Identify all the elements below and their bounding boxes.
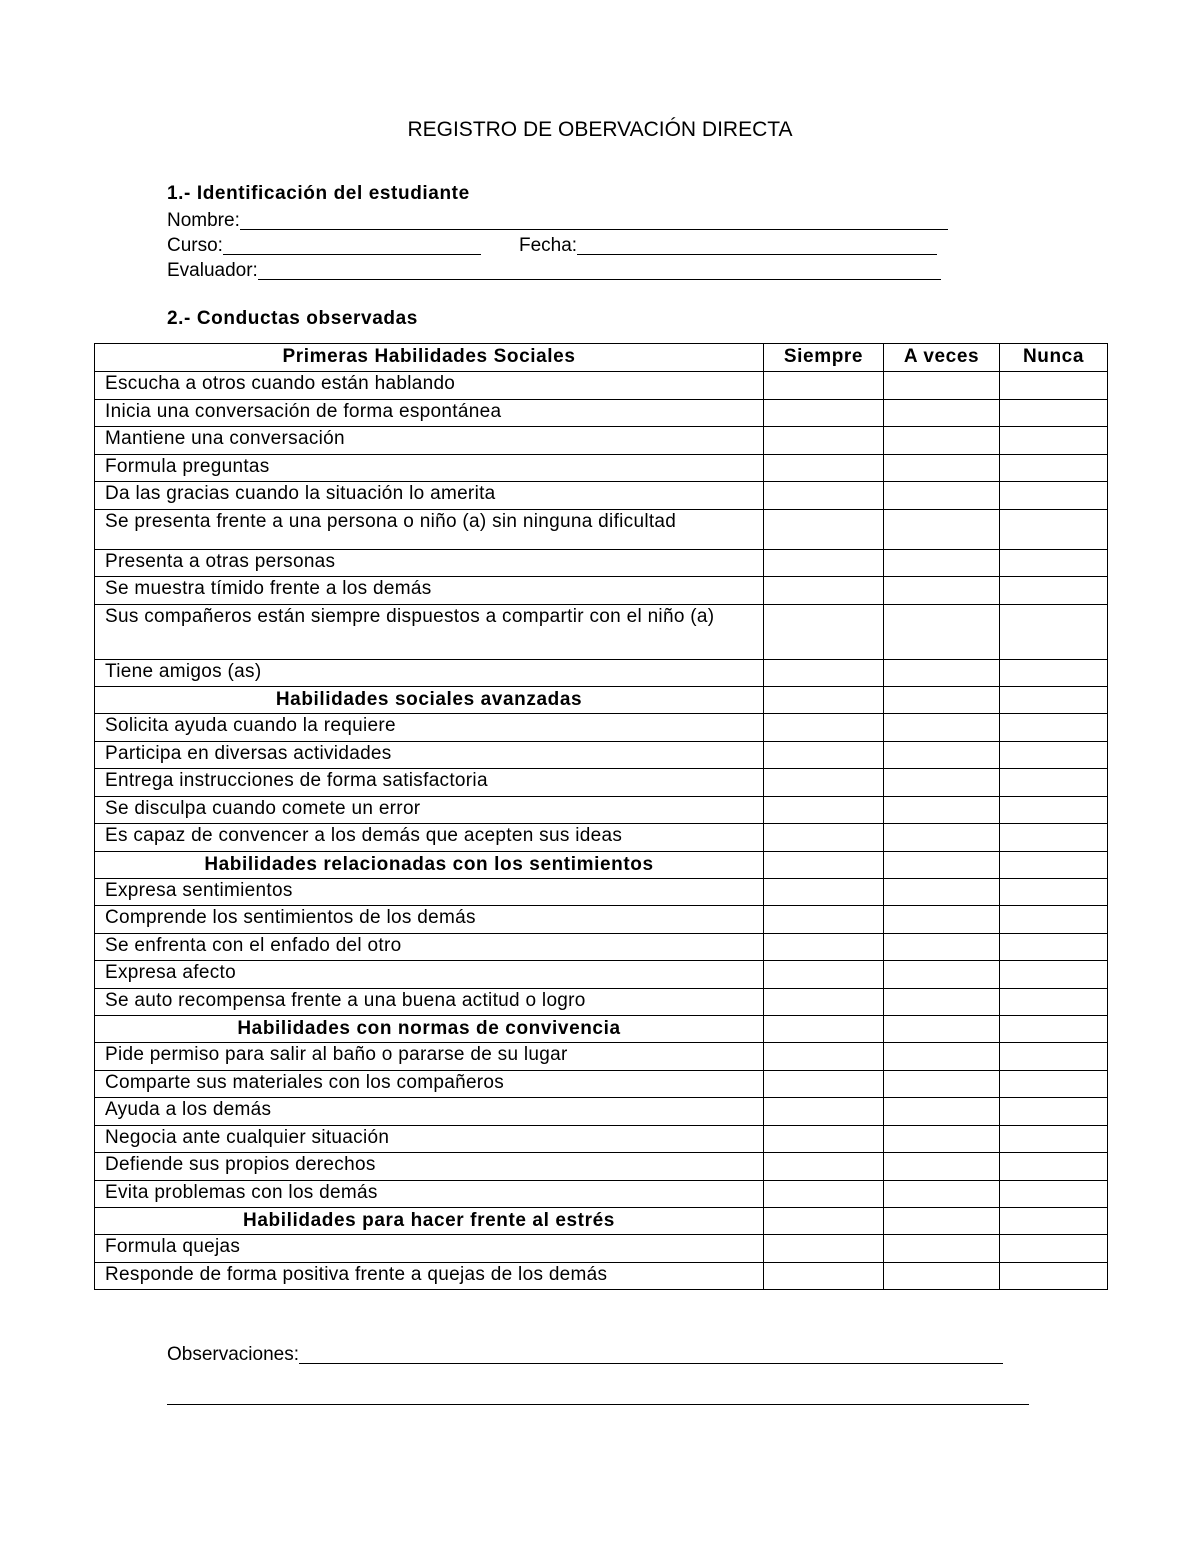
table-row xyxy=(95,399,1108,427)
rating-cell-always[interactable] xyxy=(764,824,884,852)
rating-cell-always[interactable] xyxy=(764,604,884,659)
rating-cell-always[interactable] xyxy=(764,741,884,769)
rating-cell-never[interactable] xyxy=(1000,549,1108,577)
rating-cell-always[interactable] xyxy=(764,454,884,482)
rating-cell-sometimes[interactable] xyxy=(884,549,1000,577)
rating-cell-sometimes[interactable] xyxy=(884,659,1000,687)
table-row xyxy=(95,1098,1108,1126)
rating-cell-never[interactable] xyxy=(1000,399,1108,427)
course-label: Curso: xyxy=(167,235,223,256)
section-empty-cell xyxy=(1000,687,1108,714)
behavior-text: Defiende sus propios derechos xyxy=(95,1153,764,1181)
rating-cell-sometimes[interactable] xyxy=(884,1070,1000,1098)
rating-cell-never[interactable] xyxy=(1000,604,1108,659)
section-header-row xyxy=(95,1208,1108,1235)
table-row xyxy=(95,482,1108,510)
rating-cell-always[interactable] xyxy=(764,906,884,934)
section-header-row xyxy=(95,687,1108,714)
table-row xyxy=(95,878,1108,906)
behavior-text: Participa en diversas actividades xyxy=(95,741,764,769)
table-row xyxy=(95,454,1108,482)
table-row xyxy=(95,1235,1108,1263)
behavior-text: Entrega instrucciones de forma satisfactoria xyxy=(95,769,764,797)
evaluator-blank-line[interactable] xyxy=(258,261,941,280)
rating-cell-always[interactable] xyxy=(764,933,884,961)
table-row xyxy=(95,1153,1108,1181)
rating-cell-sometimes[interactable] xyxy=(884,372,1000,400)
behavior-text: Negocia ante cualquier situación xyxy=(95,1125,764,1153)
rating-cell-always[interactable] xyxy=(764,1043,884,1071)
section-empty-cell xyxy=(764,687,884,714)
rating-cell-never[interactable] xyxy=(1000,659,1108,687)
column-header-skills: Primeras Habilidades Sociales xyxy=(95,344,764,372)
table-row xyxy=(95,1125,1108,1153)
rating-cell-always[interactable] xyxy=(764,1235,884,1263)
behavior-text: Inicia una conversación de forma espontánea xyxy=(95,399,764,427)
observations-continuation-line[interactable] xyxy=(167,1386,1029,1405)
section-empty-cell xyxy=(884,851,1000,878)
course-date-field-row xyxy=(167,233,937,258)
table-row xyxy=(95,933,1108,961)
table-row xyxy=(95,714,1108,742)
behavior-text: Se muestra tímido frente a los demás xyxy=(95,577,764,605)
rating-cell-always[interactable] xyxy=(764,659,884,687)
rating-cell-never[interactable] xyxy=(1000,1235,1108,1263)
section-empty-cell xyxy=(764,1208,884,1235)
rating-cell-sometimes[interactable] xyxy=(884,509,1000,549)
evaluator-field-row xyxy=(167,258,941,283)
date-label: Fecha: xyxy=(518,235,578,256)
rating-cell-always[interactable] xyxy=(764,769,884,797)
rating-cell-sometimes[interactable] xyxy=(884,769,1000,797)
table-row xyxy=(95,796,1108,824)
rating-cell-always[interactable] xyxy=(764,1125,884,1153)
table-body xyxy=(95,372,1108,1290)
rating-cell-sometimes[interactable] xyxy=(884,1043,1000,1071)
behavior-text: Expresa afecto xyxy=(95,961,764,989)
section-empty-cell xyxy=(1000,1016,1108,1043)
behavior-text: Expresa sentimientos xyxy=(95,878,764,906)
section-empty-cell xyxy=(884,687,1000,714)
rating-cell-never[interactable] xyxy=(1000,878,1108,906)
behavior-text: Tiene amigos (as) xyxy=(95,659,764,687)
observation-table xyxy=(94,343,1108,1290)
behavior-text: Mantiene una conversación xyxy=(95,427,764,455)
section-header-row xyxy=(95,851,1108,878)
rating-cell-always[interactable] xyxy=(764,482,884,510)
rating-cell-never[interactable] xyxy=(1000,714,1108,742)
section-empty-cell xyxy=(884,1016,1000,1043)
date-blank-line[interactable] xyxy=(577,236,937,255)
rating-cell-sometimes[interactable] xyxy=(884,399,1000,427)
table-row xyxy=(95,1043,1108,1071)
identification-heading: 1.- Identificación del estudiante xyxy=(167,183,470,204)
table-row xyxy=(95,659,1108,687)
behavior-text: Formula quejas xyxy=(95,1235,764,1263)
rating-cell-always[interactable] xyxy=(764,399,884,427)
rating-cell-always[interactable] xyxy=(764,1153,884,1181)
rating-cell-never[interactable] xyxy=(1000,577,1108,605)
observations-row xyxy=(167,1342,1003,1367)
table-row xyxy=(95,741,1108,769)
rating-cell-never[interactable] xyxy=(1000,1043,1108,1071)
table-row xyxy=(95,961,1108,989)
rating-cell-never[interactable] xyxy=(1000,906,1108,934)
evaluator-label: Evaluador: xyxy=(167,260,258,281)
rating-cell-always[interactable] xyxy=(764,1070,884,1098)
rating-cell-sometimes[interactable] xyxy=(884,961,1000,989)
observations-blank-line[interactable] xyxy=(299,1345,1003,1364)
section-header-row xyxy=(95,1016,1108,1043)
document-title: REGISTRO DE OBERVACIÓN DIRECTA xyxy=(407,118,793,141)
rating-cell-never[interactable] xyxy=(1000,961,1108,989)
rating-cell-sometimes[interactable] xyxy=(884,878,1000,906)
table-row xyxy=(95,372,1108,400)
name-blank-line[interactable] xyxy=(240,211,948,230)
rating-cell-never[interactable] xyxy=(1000,1180,1108,1208)
rating-cell-always[interactable] xyxy=(764,796,884,824)
behavior-text: Formula preguntas xyxy=(95,454,764,482)
rating-cell-sometimes[interactable] xyxy=(884,1125,1000,1153)
table-row xyxy=(95,549,1108,577)
column-header-sometimes: A veces xyxy=(884,344,1000,372)
table-header-row xyxy=(95,344,1108,372)
rating-cell-never[interactable] xyxy=(1000,1262,1108,1290)
table-row xyxy=(95,577,1108,605)
table-row xyxy=(95,1262,1108,1290)
rating-cell-sometimes[interactable] xyxy=(884,933,1000,961)
column-header-always: Siempre xyxy=(764,344,884,372)
rating-cell-never[interactable] xyxy=(1000,1070,1108,1098)
rating-cell-always[interactable] xyxy=(764,427,884,455)
rating-cell-sometimes[interactable] xyxy=(884,482,1000,510)
section-empty-cell xyxy=(764,851,884,878)
rating-cell-sometimes[interactable] xyxy=(884,604,1000,659)
observations-continuation-row xyxy=(167,1383,1029,1408)
rating-cell-sometimes[interactable] xyxy=(884,796,1000,824)
rating-cell-sometimes[interactable] xyxy=(884,454,1000,482)
rating-cell-sometimes[interactable] xyxy=(884,1153,1000,1181)
section-title: Habilidades relacionadas con los sentimientos xyxy=(95,851,764,878)
rating-cell-always[interactable] xyxy=(764,714,884,742)
rating-cell-never[interactable] xyxy=(1000,482,1108,510)
table-row xyxy=(95,769,1108,797)
table-row xyxy=(95,604,1108,659)
behavior-text: Da las gracias cuando la situación lo amerita xyxy=(95,482,764,510)
rating-cell-sometimes[interactable] xyxy=(884,427,1000,455)
behavior-text: Se enfrenta con el enfado del otro xyxy=(95,933,764,961)
section-empty-cell xyxy=(884,1208,1000,1235)
behavior-text: Ayuda a los demás xyxy=(95,1098,764,1126)
rating-cell-never[interactable] xyxy=(1000,933,1108,961)
rating-cell-never[interactable] xyxy=(1000,509,1108,549)
rating-cell-never[interactable] xyxy=(1000,769,1108,797)
rating-cell-never[interactable] xyxy=(1000,1125,1108,1153)
rating-cell-sometimes[interactable] xyxy=(884,988,1000,1016)
behavior-text: Pide permiso para salir al baño o pararse de su lugar xyxy=(95,1043,764,1071)
rating-cell-always[interactable] xyxy=(764,549,884,577)
rating-cell-never[interactable] xyxy=(1000,454,1108,482)
rating-cell-never[interactable] xyxy=(1000,427,1108,455)
behaviors-heading: 2.- Conductas observadas xyxy=(167,308,418,329)
table-row xyxy=(95,988,1108,1016)
rating-cell-sometimes[interactable] xyxy=(884,824,1000,852)
behavior-text: Presenta a otras personas xyxy=(95,549,764,577)
rating-cell-always[interactable] xyxy=(764,1262,884,1290)
rating-cell-sometimes[interactable] xyxy=(884,577,1000,605)
table-row xyxy=(95,824,1108,852)
rating-cell-sometimes[interactable] xyxy=(884,906,1000,934)
rating-cell-never[interactable] xyxy=(1000,372,1108,400)
behavior-text: Comprende los sentimientos de los demás xyxy=(95,906,764,934)
behavior-text: Solicita ayuda cuando la requiere xyxy=(95,714,764,742)
behavior-text: Se auto recompensa frente a una buena actitud o logro xyxy=(95,988,764,1016)
rating-cell-never[interactable] xyxy=(1000,796,1108,824)
name-field-row xyxy=(167,208,948,233)
name-label: Nombre: xyxy=(167,210,240,231)
behavior-text: Sus compañeros están siempre dispuestos a compartir con el niño (a) xyxy=(95,604,764,659)
section-title: Habilidades para hacer frente al estrés xyxy=(95,1208,764,1235)
rating-cell-sometimes[interactable] xyxy=(884,1180,1000,1208)
rating-cell-sometimes[interactable] xyxy=(884,1098,1000,1126)
rating-cell-never[interactable] xyxy=(1000,741,1108,769)
rating-cell-never[interactable] xyxy=(1000,988,1108,1016)
behavior-text: Escucha a otros cuando están hablando xyxy=(95,372,764,400)
rating-cell-sometimes[interactable] xyxy=(884,1262,1000,1290)
observations-label: Observaciones: xyxy=(167,1344,300,1365)
table-row xyxy=(95,1180,1108,1208)
table-row xyxy=(95,509,1108,549)
rating-cell-always[interactable] xyxy=(764,988,884,1016)
behavior-text: Se disculpa cuando comete un error xyxy=(95,796,764,824)
behavior-text: Es capaz de convencer a los demás que acepten sus ideas xyxy=(95,824,764,852)
rating-cell-always[interactable] xyxy=(764,372,884,400)
behavior-text: Responde de forma positiva frente a quejas de los demás xyxy=(95,1262,764,1290)
rating-cell-never[interactable] xyxy=(1000,824,1108,852)
rating-cell-always[interactable] xyxy=(764,577,884,605)
rating-cell-always[interactable] xyxy=(764,1180,884,1208)
behavior-text: Comparte sus materiales con los compañeros xyxy=(95,1070,764,1098)
section-empty-cell xyxy=(1000,1208,1108,1235)
behavior-text: Evita problemas con los demás xyxy=(95,1180,764,1208)
column-header-never: Nunca xyxy=(1000,344,1108,372)
section-empty-cell xyxy=(1000,851,1108,878)
section-empty-cell xyxy=(764,1016,884,1043)
rating-cell-always[interactable] xyxy=(764,1098,884,1126)
table-row xyxy=(95,906,1108,934)
rating-cell-sometimes[interactable] xyxy=(884,714,1000,742)
course-blank-line[interactable] xyxy=(223,236,481,255)
table-row xyxy=(95,427,1108,455)
table-row xyxy=(95,1070,1108,1098)
rating-cell-never[interactable] xyxy=(1000,1098,1108,1126)
rating-cell-always[interactable] xyxy=(764,878,884,906)
rating-cell-sometimes[interactable] xyxy=(884,741,1000,769)
rating-cell-sometimes[interactable] xyxy=(884,1235,1000,1263)
section-title: Habilidades sociales avanzadas xyxy=(95,687,764,714)
rating-cell-always[interactable] xyxy=(764,509,884,549)
rating-cell-always[interactable] xyxy=(764,961,884,989)
rating-cell-never[interactable] xyxy=(1000,1153,1108,1181)
behavior-text: Se presenta frente a una persona o niño (a) sin ninguna dificultad xyxy=(95,509,764,549)
section-title: Habilidades con normas de convivencia xyxy=(95,1016,764,1043)
